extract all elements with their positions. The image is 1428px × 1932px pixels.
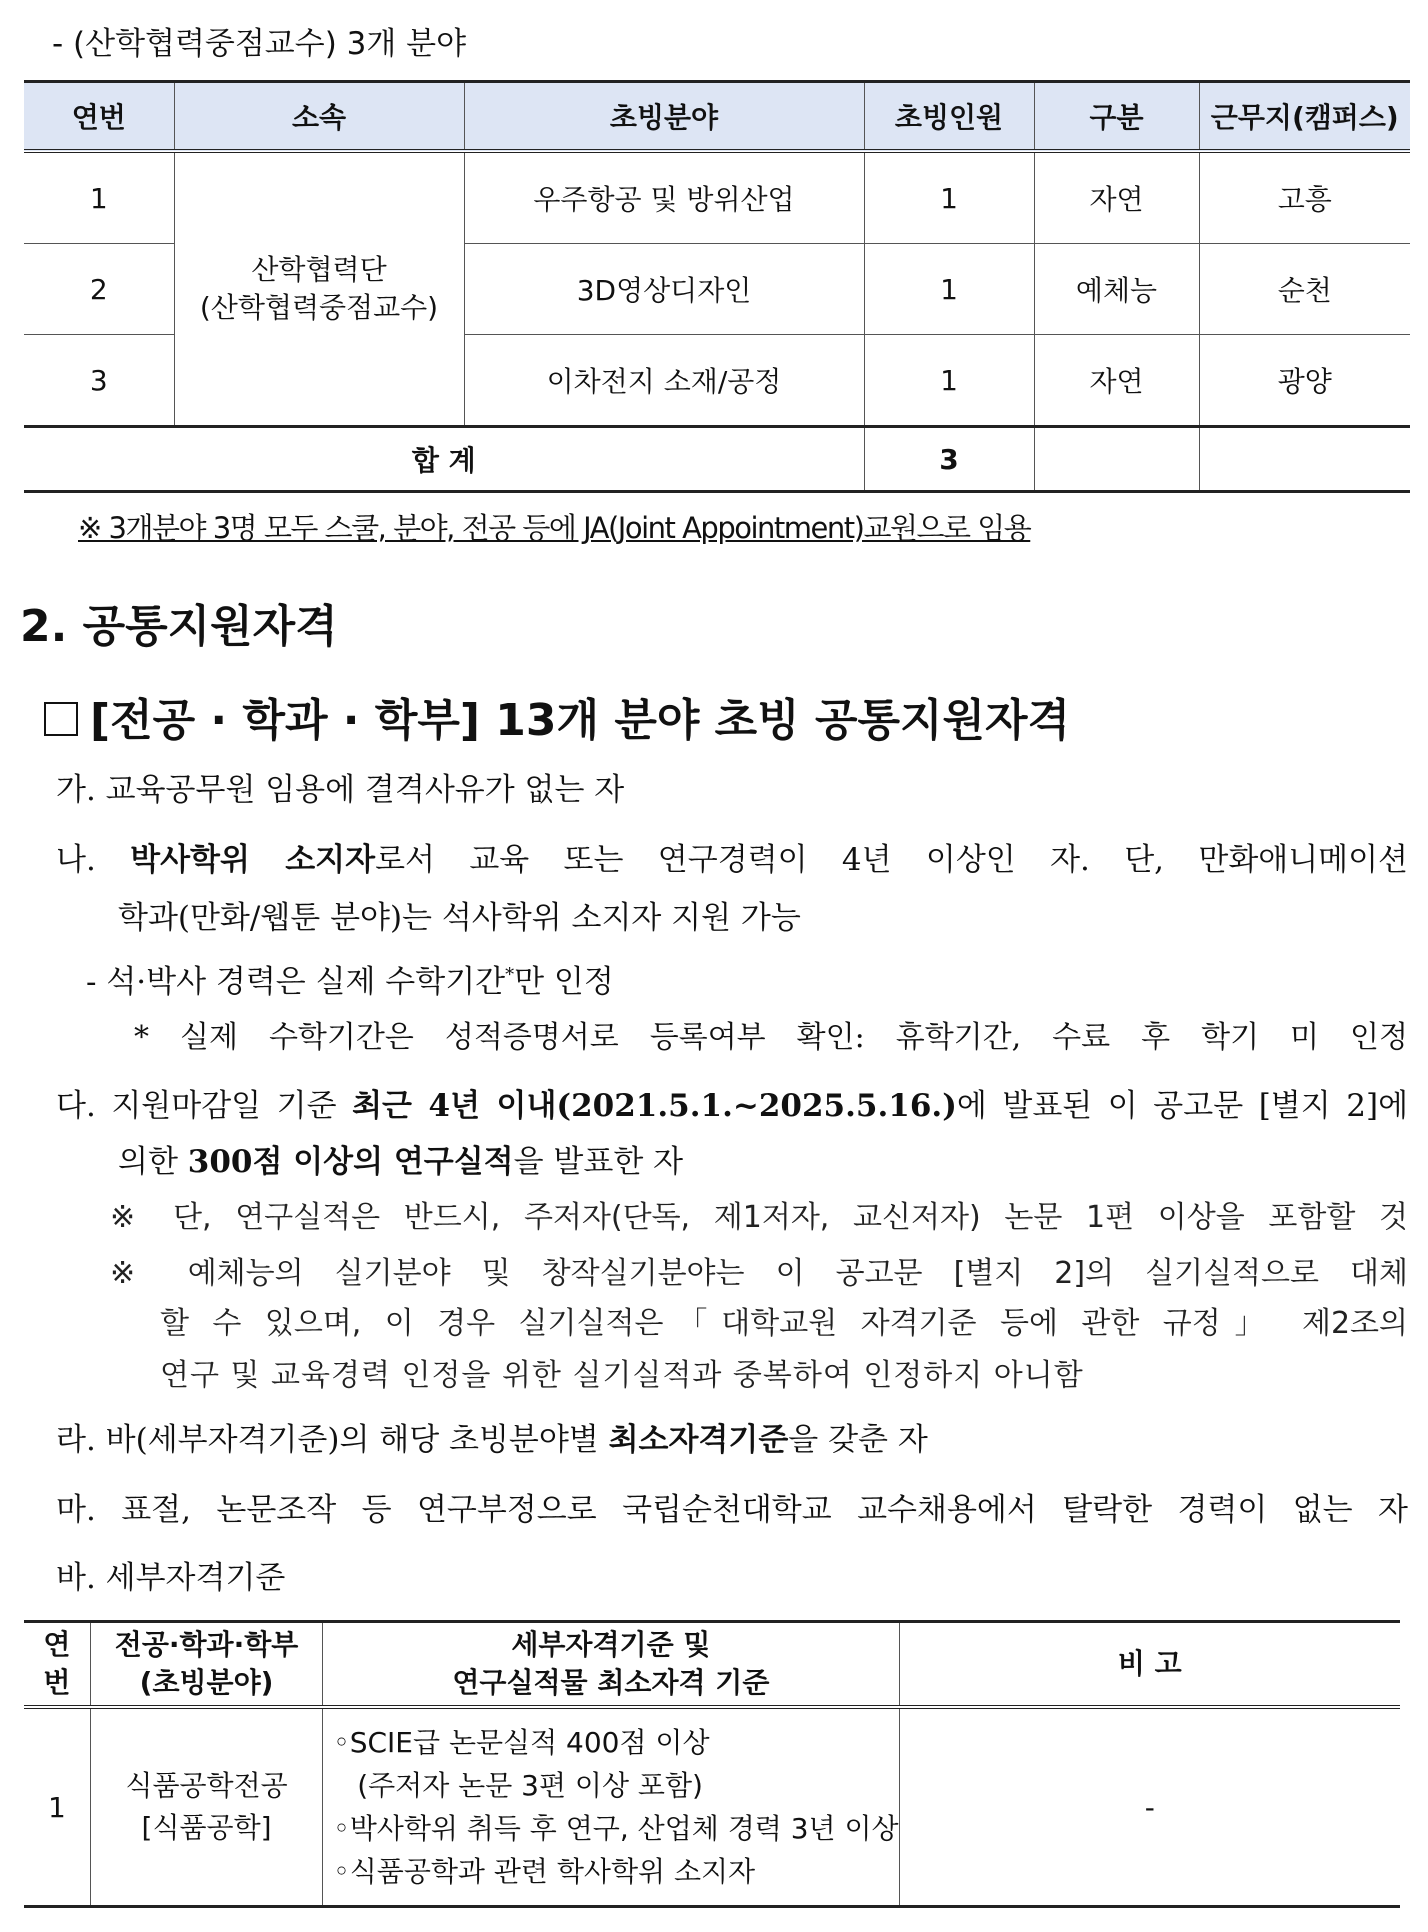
item-ga: 가. 교육공무원 임용에 결격사유가 없는 자 — [56, 772, 625, 808]
row-type: 자연 — [1034, 335, 1199, 427]
criteria-line-3: ◦박사학위 취득 후 연구, 산업체 경력 3년 이상 — [333, 1812, 899, 1845]
subsection-title-text: [전공 · 학과 · 학부] 13개 분야 초빙 공통지원자격 — [90, 695, 1070, 746]
checkbox-square-icon — [44, 702, 78, 736]
total-count: 3 — [864, 427, 1034, 492]
item-da-note2-line1: ※ 예체능의 실기분야 및 창작실기분야는 이 공고문 [별지 2]의 실기실적으로 대체 — [110, 1256, 1408, 1291]
item-ra — [56, 1414, 928, 1459]
item-na — [56, 834, 1408, 879]
item-da-prefix: 다. 지원마감일 기준 — [56, 1088, 353, 1124]
item-na-sub-text: - 석·박사 경력은 실제 수학기간 — [86, 964, 506, 1000]
row-no: 2 — [24, 244, 174, 335]
affiliation-cell — [174, 151, 464, 427]
criteria-row-major-2: [식품공학] — [141, 1811, 272, 1844]
item-ra-end: 을 갖춘 자 — [788, 1422, 928, 1458]
recruitment-table — [24, 80, 1410, 493]
item-na-line2: 학과(만화/웹툰 분야)는 석사학위 소지자 지원 가능 — [118, 900, 801, 936]
row-type: 자연 — [1034, 151, 1199, 244]
item-ra-prefix: 라. 바(세부자격기준)의 해당 초빙분야별 — [56, 1422, 609, 1458]
header-count: 초빙인원 — [864, 82, 1034, 152]
item-da-line2 — [118, 1136, 683, 1181]
total-row — [24, 427, 1410, 492]
criteria-row-major — [90, 1707, 322, 1907]
criteria-header-crit — [323, 1622, 899, 1708]
item-na-prefix: 나. — [56, 842, 131, 878]
row-count: 1 — [864, 244, 1034, 335]
header-field: 초빙분야 — [464, 82, 864, 152]
header-type: 구분 — [1034, 82, 1199, 152]
criteria-line-2: (주저자 논문 3편 이상 포함) — [357, 1769, 703, 1802]
criteria-line-4: ◦식품공학과 관련 학사학위 소지자 — [333, 1855, 756, 1888]
item-da-note1: ※ 단, 연구실적은 반드시, 주저자(단독, 제1저자, 교신저자) 논문 1편 이상을 포함할 것 — [110, 1200, 1408, 1235]
item-da-line2-bold: 300점 이상의 연구실적 — [187, 1144, 514, 1180]
row-no: 1 — [24, 151, 174, 244]
item-na-star: * 실제 수학기간은 성적증명서로 등록여부 확인: 휴학기간, 수료 후 학기 미 인정 — [134, 1020, 1408, 1055]
row-no: 3 — [24, 335, 174, 427]
item-na-sub — [86, 956, 614, 1001]
criteria-header-crit-1: 세부자격기준 및 — [511, 1628, 711, 1661]
item-ma: 마. 표절, 논문조작 등 연구부정으로 국립순천대학교 교수채용에서 탈락한 경력이 없는 자 — [56, 1492, 1408, 1528]
item-da — [56, 1080, 1408, 1125]
item-na-sub-end: 만 인정 — [514, 964, 614, 1000]
table-header-row — [24, 82, 1410, 152]
asterisk-mark: * — [505, 964, 515, 986]
row-field: 우주항공 및 방위산업 — [464, 151, 864, 244]
row-count: 1 — [864, 335, 1034, 427]
item-da-bold: 최근 4년 이내(2021.5.1.~2025.5.16.) — [352, 1088, 957, 1124]
item-na-bold: 박사학위 소지자 — [130, 842, 376, 878]
affiliation-line2: (산학협력중점교수) — [199, 291, 439, 324]
criteria-header-remark: 비 고 — [899, 1622, 1400, 1708]
item-ba: 바. 세부자격기준 — [56, 1560, 286, 1596]
ja-note: ※ 3개분야 3명 모두 스쿨, 분야, 전공 등에 JA(Joint Appointment)교원으로 임용 — [78, 511, 1031, 545]
header-affiliation: 소속 — [174, 82, 464, 152]
criteria-header-major-2: (초빙분야) — [139, 1666, 274, 1699]
row-campus: 광양 — [1199, 335, 1410, 427]
header-campus: 근무지(캠퍼스) — [1199, 82, 1410, 152]
header-no: 연번 — [24, 82, 174, 152]
item-da-rest: 에 발표된 이 공고문 [별지 2]에 — [956, 1088, 1409, 1124]
total-empty-type — [1034, 427, 1199, 492]
affiliation-line1: 산학협력단 — [251, 253, 387, 286]
criteria-row-criteria — [323, 1707, 899, 1907]
criteria-header-major-1: 전공·학과·학부 — [114, 1628, 299, 1661]
item-na-rest: 로서 교육 또는 연구경력이 4년 이상인 자. 단, 만화애니메이션 — [375, 842, 1409, 878]
row-count: 1 — [864, 151, 1034, 244]
row-field: 이차전지 소재/공정 — [464, 335, 864, 427]
criteria-header-no-2: 번 — [43, 1666, 71, 1699]
criteria-row-no: 1 — [24, 1707, 90, 1907]
row-type: 예체능 — [1034, 244, 1199, 335]
criteria-header-no — [24, 1622, 90, 1708]
criteria-header-no-1: 연 — [43, 1628, 71, 1661]
criteria-header-crit-2: 연구실적물 최소자격 기준 — [452, 1666, 770, 1699]
subsection-title — [44, 684, 1070, 748]
total-label: 합 계 — [24, 427, 864, 492]
row-field: 3D영상디자인 — [464, 244, 864, 335]
criteria-row-remark: - — [899, 1707, 1400, 1907]
row-campus: 순천 — [1199, 244, 1410, 335]
table-row — [24, 151, 1410, 244]
criteria-header-major — [90, 1622, 322, 1708]
item-da-note2-line3: 연구 및 교육경력 인정을 위한 실기실적과 중복하여 인정하지 아니함 — [160, 1358, 1084, 1393]
total-empty-campus — [1199, 427, 1410, 492]
section-title: 2. 공통지원자격 — [20, 601, 338, 652]
table-row — [24, 1707, 1400, 1907]
intro-line: - (산학협력중점교수) 3개 분야 — [52, 26, 467, 62]
criteria-header-row — [24, 1622, 1400, 1708]
criteria-row-major-1: 식품공학전공 — [125, 1769, 288, 1802]
item-da-line2-pre: 의한 — [118, 1144, 188, 1180]
item-da-note2-line2: 할 수 있으며, 이 경우 실기실적은「대학교원 자격기준 등에 관한 규정」 제2조의 — [160, 1306, 1408, 1341]
row-campus: 고흥 — [1199, 151, 1410, 244]
criteria-table — [24, 1620, 1400, 1908]
item-da-line2-end: 을 발표한 자 — [513, 1144, 684, 1180]
item-ra-bold: 최소자격기준 — [608, 1422, 789, 1458]
criteria-line-1: ◦SCIE급 논문실적 400점 이상 — [333, 1726, 710, 1759]
